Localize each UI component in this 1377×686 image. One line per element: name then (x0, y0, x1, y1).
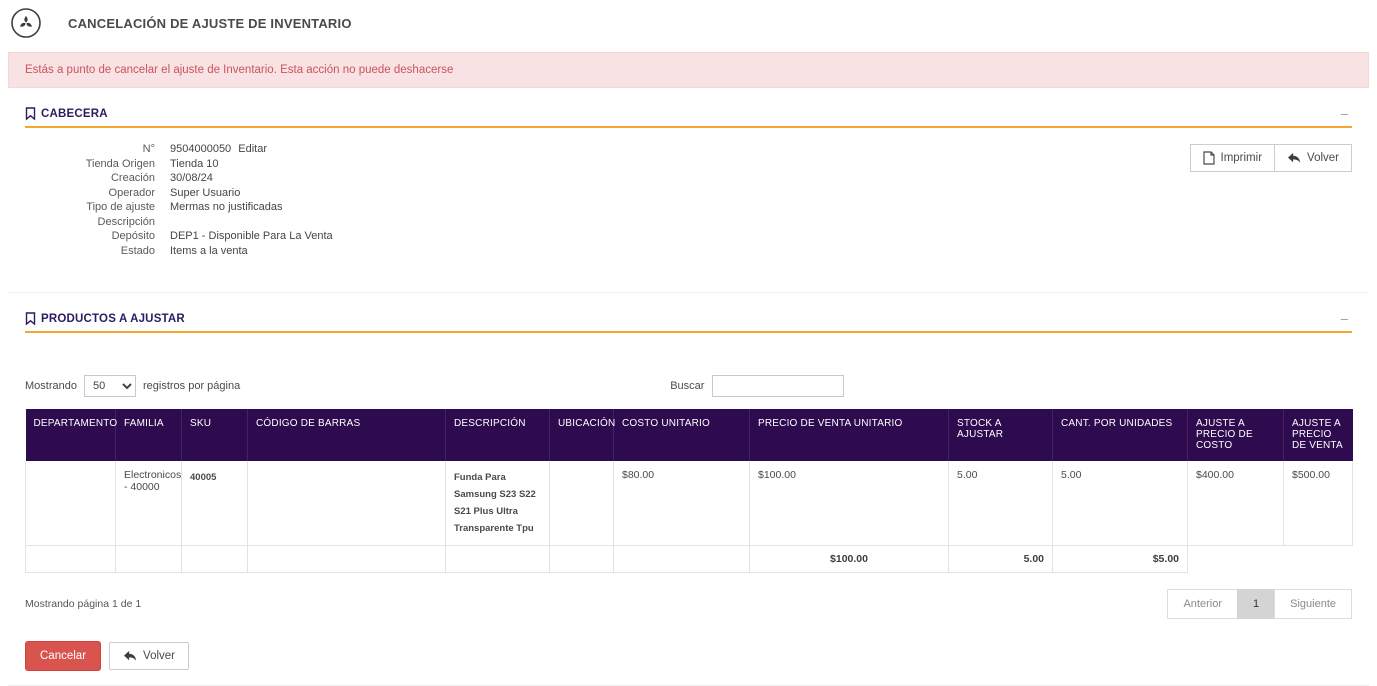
productos-title: PRODUCTOS A AJUSTAR (25, 312, 185, 325)
cabecera-button-group (1190, 144, 1353, 172)
col-sku[interactable]: SKU (182, 409, 248, 461)
bookmark-icon (25, 312, 36, 325)
field-operador: Operador Super Usuario (108, 186, 241, 199)
col-codigo-de-barras[interactable]: CÓDIGO DE BARRAS (248, 409, 446, 461)
imprimir-button[interactable]: Imprimir (1190, 144, 1276, 172)
col-costo-unitario[interactable]: COSTO UNITARIO (614, 409, 750, 461)
cell-costo-unitario: $80.00 (614, 461, 750, 546)
cell-ajuste-a-precio-de-venta: $500.00 (1284, 461, 1353, 546)
bottom-actions (25, 641, 1352, 671)
col-stock-a-ajustar[interactable]: STOCK A AJUSTAR (949, 409, 1053, 461)
page-title: CANCELACIÓN DE AJUSTE DE INVENTARIO (68, 15, 352, 31)
cabecera-collapse-icon[interactable]: – (1340, 106, 1348, 121)
cell-familia: Electronicos - 40000 (116, 461, 182, 546)
col-departamento[interactable]: DEPARTAMENTO (26, 409, 116, 461)
field-descripcion: Descripción (97, 215, 155, 228)
pagination-page-1-button[interactable]: 1 (1237, 589, 1275, 619)
pagination-next-button[interactable]: Siguiente (1274, 589, 1352, 619)
table-controls (25, 375, 1352, 397)
app-logo-pinwheel-icon[interactable] (10, 7, 42, 39)
table-header (26, 409, 1353, 461)
productos-table (25, 409, 1353, 573)
productos-collapse-icon[interactable]: – (1340, 311, 1348, 326)
cabecera-body (25, 128, 1352, 276)
total-stock-a-ajustar: 5.00 (949, 546, 1053, 573)
bookmark-icon (25, 107, 36, 120)
registros-label: registros por página (142, 380, 241, 392)
volver-bottom-button[interactable]: Volver (109, 642, 189, 670)
table-totals-row (26, 546, 1353, 573)
back-arrow-icon (1287, 152, 1301, 164)
cell-ajuste-a-precio-de-costo: $400.00 (1188, 461, 1284, 546)
page-size-select[interactable] (84, 375, 136, 397)
cell-codigo-de-barras (248, 461, 446, 546)
total-cant-por-unidades: $5.00 (1053, 546, 1188, 573)
col-ajuste-a-precio-de-venta[interactable]: AJUSTE A PRECIO DE VENTA (1284, 409, 1353, 461)
table-row[interactable] (26, 461, 1353, 546)
cell-departamento (26, 461, 116, 546)
cell-descripcion: Funda Para Samsung S23 S22 S21 Plus Ultra Transparente Tpu (446, 461, 550, 546)
cancelar-button[interactable]: Cancelar (25, 641, 101, 671)
mostrando-label: Mostrando (25, 380, 77, 392)
field-creacion: Creación 30/08/24 (110, 172, 213, 184)
cell-stock-a-ajustar: 5.00 (949, 461, 1053, 546)
col-ubicacion[interactable]: UBICACIÓN (550, 409, 614, 461)
col-ajuste-a-precio-de-costo[interactable]: AJUSTE A PRECIO DE COSTO (1188, 409, 1284, 461)
volver-top-button[interactable]: Volver (1274, 144, 1352, 172)
top-bar (0, 0, 1377, 46)
col-cant-por-unidades[interactable]: CANT. POR UNIDADES (1053, 409, 1188, 461)
pagination-prev-button[interactable]: Anterior (1167, 589, 1238, 619)
buscar-label: Buscar (670, 380, 705, 392)
print-document-icon (1203, 151, 1215, 165)
cell-cant-por-unidades: 5.00 (1053, 461, 1188, 546)
cabecera-section-header (25, 98, 1352, 128)
pagination (1167, 589, 1352, 619)
cabecera-section (25, 98, 1352, 276)
col-familia[interactable]: FAMILIA (116, 409, 182, 461)
alert-message: Estás a punto de cancelar el ajuste de Inventario. Esta acción no puede deshacerse (25, 64, 454, 76)
cell-precio-de-venta-unitario: $100.00 (750, 461, 949, 546)
field-tienda-origen: Tienda Origen Tienda 10 (85, 157, 219, 170)
cabecera-title: CABECERA (25, 107, 108, 120)
cell-sku: 40005 (182, 461, 248, 546)
page-summary: Mostrando página 1 de 1 (25, 598, 142, 610)
numero-value: 9504000050 (170, 143, 232, 155)
productos-section (25, 303, 1352, 671)
col-descripcion[interactable]: DESCRIPCIÓN (446, 409, 550, 461)
col-precio-de-venta-unitario[interactable]: PRECIO DE VENTA UNITARIO (750, 409, 949, 461)
field-estado: Estado Items a la venta (120, 244, 248, 257)
field-numero: N° 9504000050 Editar (142, 143, 267, 155)
field-tipo-de-ajuste: Tipo de ajuste Mermas no justificadas (86, 201, 283, 213)
field-deposito: Depósito DEP1 - Disponible Para La Venta (111, 230, 333, 242)
buscar-input[interactable] (712, 375, 844, 397)
cancel-warning-alert (8, 52, 1369, 88)
cell-ubicacion (550, 461, 614, 546)
total-precio-de-venta: $100.00 (750, 546, 949, 573)
productos-section-header (25, 303, 1352, 333)
table-footer (25, 589, 1352, 619)
section-divider (8, 292, 1369, 293)
editar-link[interactable]: Editar (238, 143, 267, 155)
back-arrow-icon (123, 650, 137, 662)
